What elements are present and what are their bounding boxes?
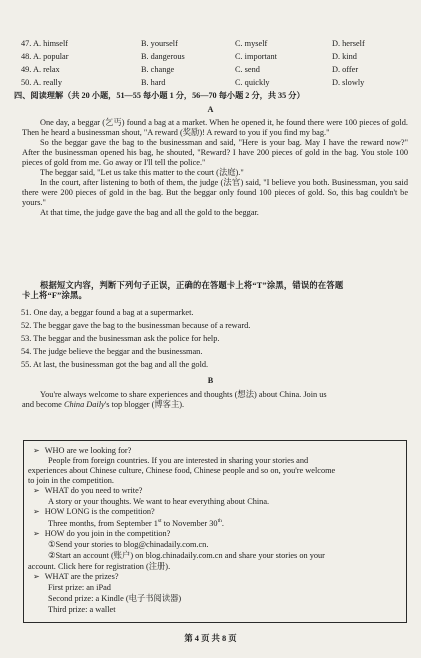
option-b: B. change xyxy=(141,65,175,74)
statement: 54. The judge believe the beggar and the businessman. xyxy=(21,347,203,356)
option-b: B. hard xyxy=(141,78,166,87)
instruction-line: 根据短文内容，判断下列句子正误，正确的在答题卡上将“T”涂黑，错误的在答题 xyxy=(40,281,344,290)
answer-line: A story or your thoughts. We want to hear everything about China. xyxy=(48,497,270,506)
option-d: D. herself xyxy=(332,39,365,48)
answer-line: People from foreign countries. If you are interested in sharing your stories and xyxy=(48,456,309,465)
option-b: B. yourself xyxy=(141,39,178,48)
passage-a-body xyxy=(22,118,408,218)
option-a: 48. A. popular xyxy=(21,52,69,61)
section-heading: 四、阅读理解（共 20 小题，51—55 每小题 1 分，56—70 每小题 2 分，共 35 分） xyxy=(14,91,305,100)
option-a: 49. A. relax xyxy=(21,65,60,74)
passage-a-label: A xyxy=(207,105,214,114)
paragraph: One day, a beggar (乞丐) found a bag at a market. When he opened it, he found there were 100 pieces of gold. Then he heard a businessman shout, "A reward (奖励)! A reward to you if you find my bag." xyxy=(22,118,408,137)
paragraph: At that time, the judge gave the bag and all the gold to the beggar. xyxy=(40,207,259,217)
intro-text: 's top blogger (博客主). xyxy=(104,399,185,409)
intro-line: You're always welcome to share experiences and thoughts (想法) about China. Join us xyxy=(40,390,327,399)
passage-b-intro xyxy=(22,390,408,410)
arrow-bullet-icon: ➢ xyxy=(33,486,40,495)
option-c: C. quickly xyxy=(235,78,270,87)
publication-name: China Daily xyxy=(63,399,105,409)
question-line: ➢ WHAT do you need to write? xyxy=(33,486,143,495)
passage-b-label: B xyxy=(207,376,214,385)
question-line: ➢ HOW do you join in the competition? xyxy=(33,529,171,538)
instruction xyxy=(22,281,408,301)
statement: 51. One day, a beggar found a bag at a supermarket. xyxy=(21,308,194,317)
option-c: C. important xyxy=(235,52,277,61)
intro-text: and become xyxy=(22,399,64,409)
option-b: B. dangerous xyxy=(141,52,185,61)
question-line: ➢ HOW LONG is the competition? xyxy=(33,507,155,516)
prize-line: Third prize: a wallet xyxy=(48,605,116,614)
option-d: D. offer xyxy=(332,65,359,74)
prize-line: First prize: an iPad xyxy=(48,583,111,592)
statement: 52. The beggar gave the bag to the businessman because of a reward. xyxy=(21,321,251,330)
option-a: 50. A. really xyxy=(21,78,63,87)
answer-line: experiences about Chinese culture, Chinese food, Chinese people and so on, you're welcome xyxy=(28,466,336,475)
question-line: ➢ WHAT are the prizes? xyxy=(33,572,119,581)
options-row-47 xyxy=(21,39,411,50)
arrow-bullet-icon: ➢ xyxy=(33,529,40,538)
answer-line: ②Start an account (账户) on blog.chinadaily.com.cn and share your stories on your xyxy=(48,551,325,560)
options-row-48 xyxy=(21,52,411,63)
question-line: ➢ WHO are we looking for? xyxy=(33,446,132,455)
option-c: C. send xyxy=(235,65,260,74)
answer-line: ①Send your stories to blog@chinadaily.com.cn. xyxy=(48,540,209,549)
option-c: C. myself xyxy=(235,39,268,48)
options-row-50 xyxy=(21,78,411,89)
statement: 53. The beggar and the businessman ask the police for help. xyxy=(21,334,220,343)
option-a: 47. A. himself xyxy=(21,39,69,48)
instruction-line: 卡上将“F”涂黑。 xyxy=(22,290,87,300)
option-d: D. kind xyxy=(332,52,357,61)
answer-line: account. Click here for registration (注册). xyxy=(28,562,171,571)
options-row-49 xyxy=(21,65,411,76)
arrow-bullet-icon: ➢ xyxy=(33,507,40,516)
answer-line: Three months, from September 1st to November 30th. xyxy=(48,518,224,528)
arrow-bullet-icon: ➢ xyxy=(33,572,40,581)
paragraph: The beggar said, "Let us take this matter to the court (法庭)." xyxy=(40,167,244,177)
arrow-bullet-icon: ➢ xyxy=(33,446,40,455)
answer-line: to join in the competition. xyxy=(28,476,114,485)
page-footer: 第 4 页 共 8 页 xyxy=(184,634,237,643)
paragraph: In the court, after listening to both of them, the judge (法官) said, "I believe you both. Businessman, you said there were 200 pieces of gold in the bag. But the beggar only found 100 pieces of gold. So, this bag couldn't be yours." xyxy=(22,177,408,207)
statement: 55. At last, the businessman got the bag and all the gold. xyxy=(21,360,209,369)
prize-line: Second prize: a Kindle (电子书阅读器) xyxy=(48,594,182,603)
competition-box xyxy=(23,440,407,623)
intro-line xyxy=(22,400,408,410)
paragraph: So the beggar gave the bag to the businessman and said, "Here is your bag. May I have the reward now?" After the businessman opened his bag, he shouted, "Reward? I have 200 pieces of gold in the bag. You stole 100 pieces of gold from me. Go away or I'll tell the police." xyxy=(22,137,408,167)
option-d: D. slowly xyxy=(332,78,365,87)
